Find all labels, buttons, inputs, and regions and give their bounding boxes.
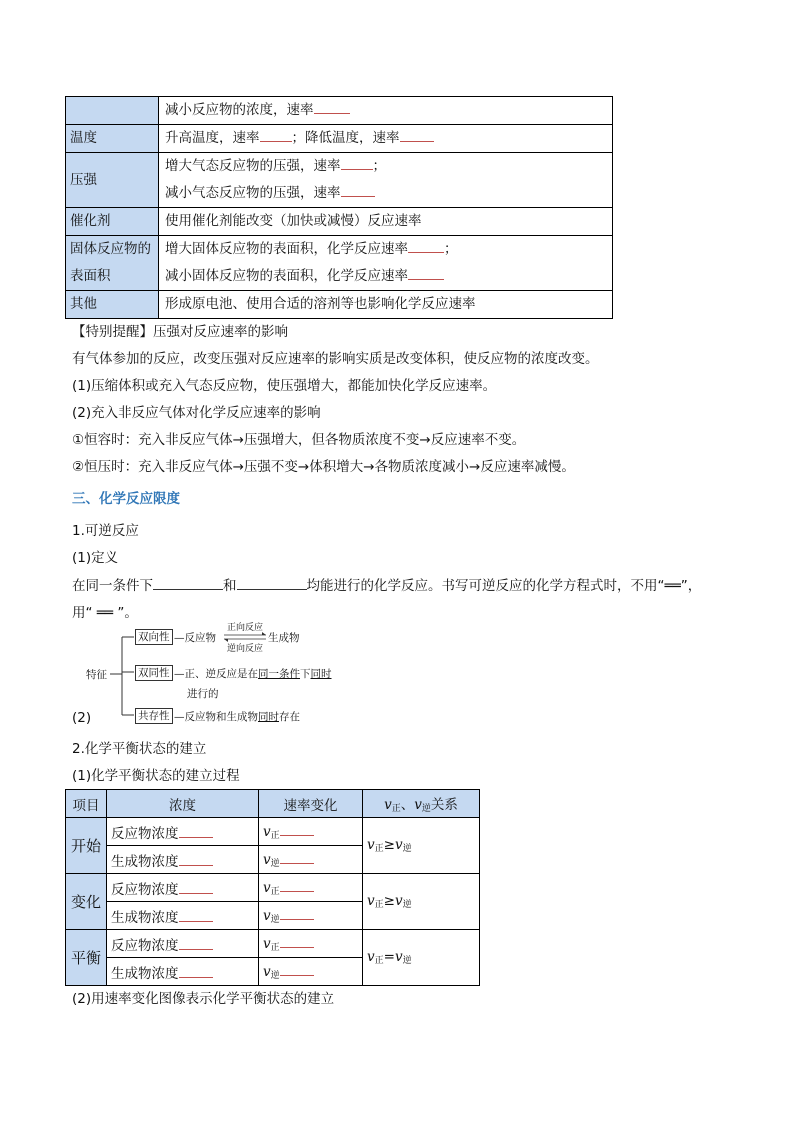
answer-blank[interactable] xyxy=(179,853,213,866)
feature-text-underlined: 同一条件 xyxy=(258,668,300,680)
relation-cell: $v_正\ge v_逆$ xyxy=(363,874,480,930)
factor-cell: 催化剂 xyxy=(66,208,159,236)
note-paragraph: 有气体参加的反应，改变压强对反应速率的影响实质是改变体积，使反应物的浓度改变。 xyxy=(72,351,599,367)
factor-cell: 压强 xyxy=(66,153,159,208)
effect-cell xyxy=(159,97,613,125)
header-cell: 项目 xyxy=(66,790,107,818)
reminder-heading: 【特别提醒】压强对反应速率的影响 xyxy=(72,324,288,340)
answer-blank[interactable] xyxy=(179,937,213,950)
answer-blank[interactable] xyxy=(280,935,314,948)
rate-cell: $v_逆$ xyxy=(259,902,363,930)
concentration-cell: 生成物浓度 xyxy=(107,846,259,874)
factors-table xyxy=(65,96,613,319)
note-paragraph: (1)压缩体积或充入气态反应物，使压强增大，都能加快化学反应速率。 xyxy=(72,378,497,394)
subheading: (2) xyxy=(72,710,92,726)
answer-blank[interactable] xyxy=(280,823,314,836)
answer-blank[interactable] xyxy=(400,129,434,142)
effect-cell: 使用催化剂能改变（加快或减慢）反应速率 xyxy=(159,208,613,236)
definition-text: 均能进行的化学反应。书写可逆反应的化学方程式时，不用“══”， xyxy=(306,578,702,594)
answer-blank[interactable] xyxy=(179,909,213,922)
relation-cell: $v_正\ge v_逆$ xyxy=(363,818,480,874)
feature-text-part: 下 xyxy=(300,668,311,680)
feature-text: 生成物 xyxy=(268,632,300,644)
subheading: (1)定义 xyxy=(72,550,119,566)
stage-cell: 平衡 xyxy=(66,930,107,986)
definition-text: 在同一条件下 xyxy=(72,578,153,594)
feature-box: 共存性 xyxy=(135,708,173,724)
answer-blank[interactable] xyxy=(179,881,213,894)
effect-text: 升高温度，速率 xyxy=(165,130,260,146)
header-cell: $v_正$、$v_逆$关系 xyxy=(363,790,480,818)
feature-text-underlined: 同时 xyxy=(310,668,332,680)
feature-text-part: —正、逆反应是在 xyxy=(174,668,258,680)
definition-text: 和 xyxy=(223,578,237,594)
factor-cell: 其他 xyxy=(66,291,159,319)
rate-cell: $v_逆$ xyxy=(259,958,363,986)
answer-blank[interactable] xyxy=(280,907,314,920)
rate-cell: $v_正$ xyxy=(259,874,363,902)
answer-blank[interactable] xyxy=(408,267,444,280)
feature-box: 双同性 xyxy=(135,665,173,681)
answer-blank[interactable] xyxy=(179,825,213,838)
forward-reaction-label: 正向反应 xyxy=(227,623,264,633)
section-heading: 三、化学反应限度 xyxy=(72,491,180,507)
effect-cell xyxy=(159,125,613,153)
answer-blank[interactable] xyxy=(280,879,314,892)
effect-text: 减小固体反应物的表面积，化学反应速率 xyxy=(165,268,408,284)
rate-cell: $v_正$ xyxy=(259,818,363,846)
answer-blank[interactable] xyxy=(341,184,375,197)
reversible-reaction-features-diagram xyxy=(86,624,366,724)
stage-cell: 变化 xyxy=(66,874,107,930)
feature-text-part: —反应物和生成物 xyxy=(174,711,258,723)
effect-text: ； xyxy=(444,241,458,257)
relation-cell: $v_正=v_逆$ xyxy=(363,930,480,986)
definition-line xyxy=(72,574,701,594)
reverse-reaction-label: 逆向反应 xyxy=(227,644,264,654)
note-paragraph: (2)充入非反应气体对化学反应速率的影响 xyxy=(72,405,321,421)
header-cell: 浓度 xyxy=(107,790,259,818)
stage-cell: 开始 xyxy=(66,818,107,874)
answer-blank[interactable] xyxy=(280,963,314,976)
effect-cell xyxy=(159,153,613,208)
subheading: (1)化学平衡状态的建立过程 xyxy=(72,768,240,784)
effect-cell: 形成原电池、使用合适的溶剂等也影响化学反应速率 xyxy=(159,291,613,319)
factor-cell xyxy=(66,97,159,125)
definition-line: 用“ ══ ”。 xyxy=(72,605,138,621)
equilibrium-table xyxy=(65,789,480,986)
answer-blank[interactable] xyxy=(237,577,307,590)
answer-blank[interactable] xyxy=(341,157,373,170)
effect-cell xyxy=(159,236,613,291)
feature-text: 进行的 xyxy=(187,688,219,700)
effect-text: 减小反应物的浓度，速率 xyxy=(165,102,314,118)
feature-box: 双向性 xyxy=(135,629,173,645)
answer-blank[interactable] xyxy=(280,851,314,864)
rate-cell: $v_逆$ xyxy=(259,846,363,874)
diagram-root-label: 特征 xyxy=(86,669,107,681)
concentration-cell: 生成物浓度 xyxy=(107,958,259,986)
factor-cell: 固体反应物的表面积 xyxy=(66,236,159,291)
answer-blank[interactable] xyxy=(179,965,213,978)
concentration-cell: 反应物浓度 xyxy=(107,930,259,958)
concentration-cell: 反应物浓度 xyxy=(107,874,259,902)
effect-text: 减小气态反应物的压强，速率 xyxy=(165,185,341,201)
answer-blank[interactable] xyxy=(314,101,350,114)
feature-text xyxy=(174,709,300,724)
answer-blank[interactable] xyxy=(260,129,292,142)
concentration-cell: 生成物浓度 xyxy=(107,902,259,930)
feature-text: —反应物 xyxy=(174,632,216,644)
rate-cell: $v_正$ xyxy=(259,930,363,958)
note-paragraph: ②恒压时：充入非反应气体→压强不变→体积增大→各物质浓度减小→反应速率减慢。 xyxy=(72,459,575,475)
note-paragraph: ①恒容时：充入非反应气体→压强增大，但各物质浓度不变→反应速率不变。 xyxy=(72,432,526,448)
effect-text: ；降低温度，速率 xyxy=(291,130,400,146)
subheading: 2.化学平衡状态的建立 xyxy=(72,741,207,757)
feature-text-part: 存在 xyxy=(279,711,300,723)
concentration-cell: 反应物浓度 xyxy=(107,818,259,846)
feature-text xyxy=(174,666,332,681)
subheading: (2)用速率变化图像表示化学平衡状态的建立 xyxy=(72,991,335,1007)
factor-cell: 温度 xyxy=(66,125,159,153)
header-cell: 速率变化 xyxy=(259,790,363,818)
effect-text: ； xyxy=(372,158,386,174)
effect-text: 增大气态反应物的压强，速率 xyxy=(165,158,341,174)
answer-blank[interactable] xyxy=(408,240,444,253)
answer-blank[interactable] xyxy=(153,577,223,590)
feature-text-underlined: 同时 xyxy=(258,711,279,723)
subheading: 1.可逆反应 xyxy=(72,523,139,539)
effect-text: 增大固体反应物的表面积，化学反应速率 xyxy=(165,241,408,257)
